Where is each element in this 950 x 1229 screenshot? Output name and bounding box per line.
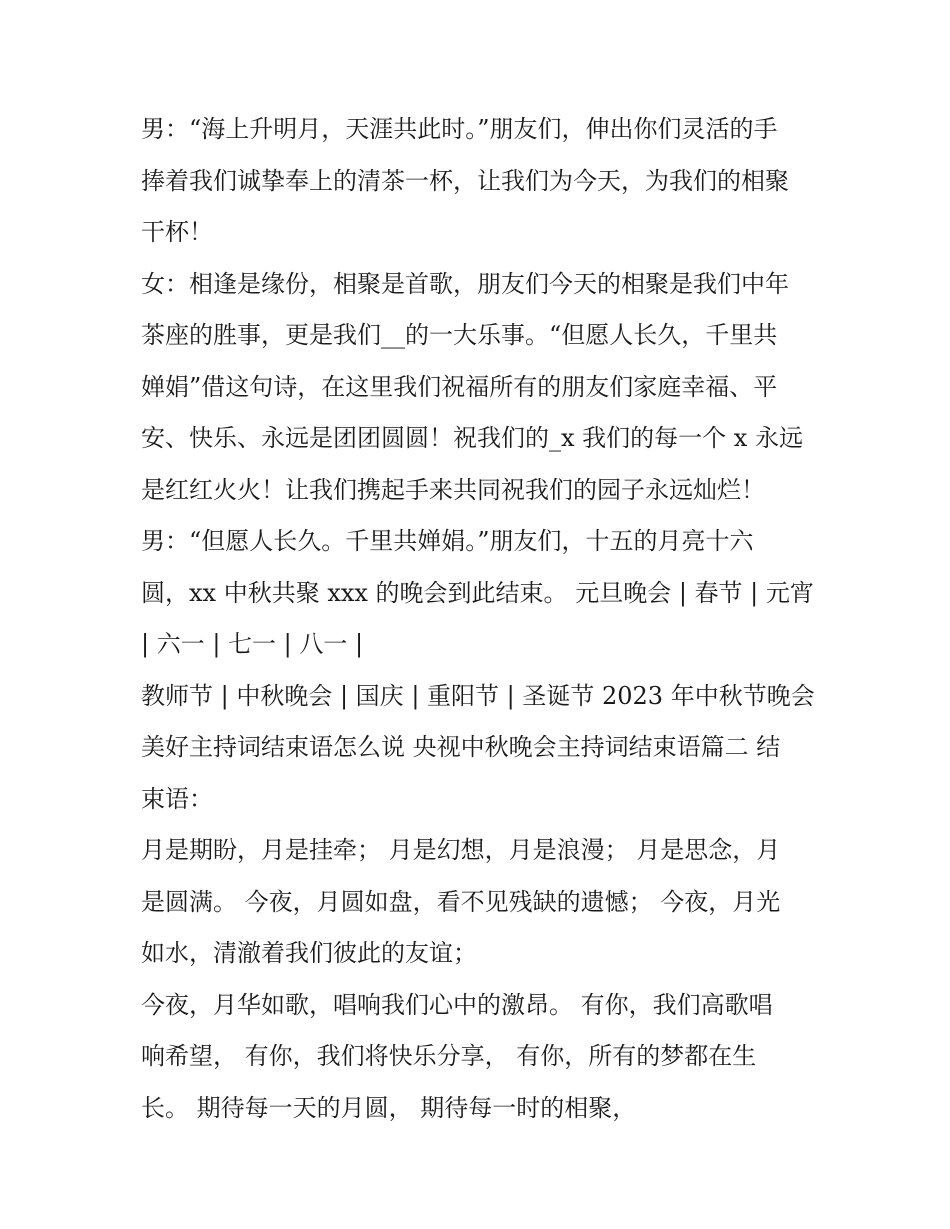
document-body	[141, 104, 821, 1134]
text-line-14: 束语：	[141, 784, 213, 813]
text-line-12: 教师节 | 中秋晚会 | 国庆 | 重阳节 | 圣诞节 2023 年中秋节晚会	[141, 681, 815, 710]
text-line-6: 婵娟”借这句诗，在这里我们祝福所有的朋友们家庭幸福、平	[141, 372, 778, 401]
text-line-19: 响希望， 有你，我们将快乐分享， 有你，所有的梦都在生	[141, 1042, 757, 1070]
text-line-18: 今夜，月华如歌，唱响我们心中的激昂。 有你，我们高歌唱	[141, 990, 773, 1019]
text-line-2: 捧着我们诚挚奉上的清茶一杯，让我们为今天，为我们的相聚	[141, 166, 789, 195]
text-line-4: 女：相逢是缘份，相聚是首歌，朋友们今天的相聚是我们中年	[141, 269, 789, 298]
text-line-16: 是圆满。 今夜，月圆如盘，看不见残缺的遗憾； 今夜，月光	[141, 887, 781, 916]
text-line-10: 圆，xx 中秋共聚 xxx 的晚会到此结束。 元旦晚会 | 春节 | 元宵	[141, 578, 814, 607]
text-line-5: 茶座的胜事，更是我们__的一大乐事。“但愿人长久，千里共	[141, 321, 778, 349]
text-line-3: 干杯！	[141, 218, 213, 246]
text-line-13: 美好主持词结束语怎么说 央视中秋晚会主持词结束语篇二 结	[141, 733, 781, 761]
text-line-17: 如水，清澈着我们彼此的友谊；	[141, 939, 477, 967]
text-line-20: 长。 期待每一天的月圆， 期待每一时的相聚，	[141, 1093, 637, 1122]
text-line-11: | 六一 | 七一 | 八一 |	[141, 630, 364, 658]
text-line-8: 是红红火火！让我们携起手来共同祝我们的园子永远灿烂！	[141, 475, 765, 504]
text-line-15: 月是期盼，月是挂牵； 月是幻想，月是浪漫； 月是思念，月	[141, 836, 781, 864]
text-line-1: 男：“海上升明月，天涯共此时。”朋友们，伸出你们灵活的手	[141, 115, 778, 143]
text-line-9: 男：“但愿人长久。千里共婵娟。”朋友们，十五的月亮十六	[141, 527, 754, 555]
text-line-7: 安、快乐、永远是团团圆圆！祝我们的_x 我们的每一个 x 永远	[141, 424, 803, 452]
